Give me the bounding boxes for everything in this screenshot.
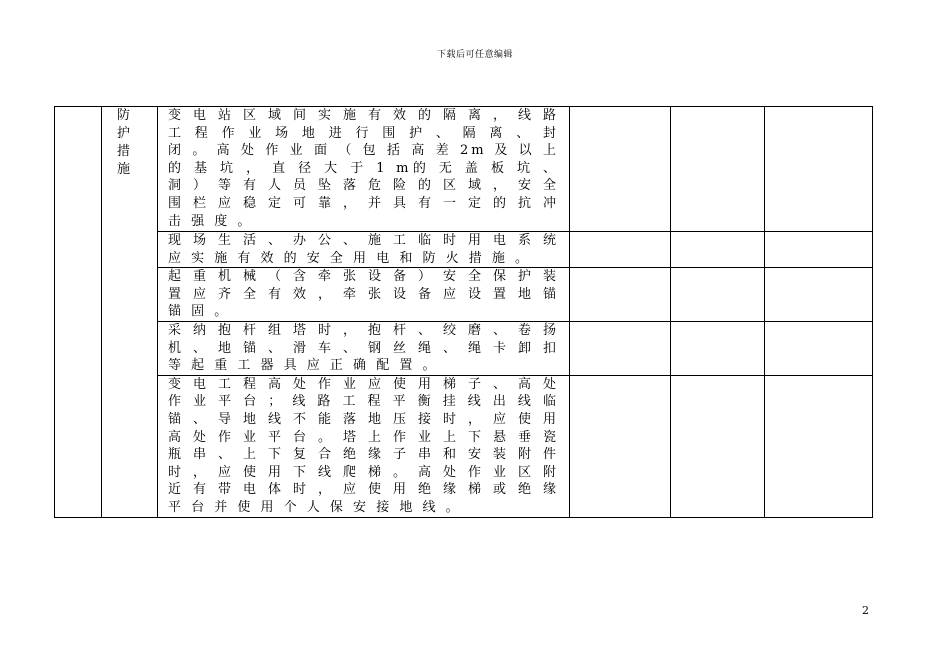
requirement-line: 瓶 串 、 上 下 复 合 绝 缘 子 串 和 安 装 附 件 [168,447,559,463]
requirement-cell [158,321,570,375]
category-char: 防 [117,108,131,123]
table-row [55,268,873,322]
requirement-line: 采 纳 抱 杆 组 塔 时 ， 抱 杆 、 绞 磨 、 卷 扬 [168,322,559,338]
page-header: 下载后可任意编辑 [436,50,513,60]
requirement-cell [158,107,570,232]
requirement-line: 等 起 重 工 器 具 应 正 确 配 置 。 [168,358,439,374]
requirement-line: 闭 。 高 处 作 业 面 （ 包 括 高 差 2m 及 以 上 [168,143,559,159]
category-char: 护 [117,126,131,141]
requirement-line: 围 栏 应 稳 定 可 靠 ， 并 具 有 一 定 的 抗 冲 [168,195,559,211]
requirement-cell [158,268,570,322]
empty-cell [671,321,765,375]
requirement-line: 锚 固 。 [168,304,231,320]
table-row [55,232,873,268]
table-row [55,321,873,375]
requirement-line: 起 重 机 械 （ 含 牵 张 设 备 ） 安 全 保 护 装 [168,269,559,285]
requirement-line: 现 场 生 活 、 办 公 、 施 工 临 时 用 电 系 统 [168,233,559,248]
empty-cell [765,321,873,375]
requirement-line: 应 实 施 有 效 的 安 全 用 电 和 防 火 措 施 。 [168,250,531,266]
requirement-line: 置 应 齐 全 有 效 ， 牵 张 设 备 应 设 置 地 锚 [168,286,559,302]
empty-cell [765,232,873,268]
requirement-line: 高 处 作 业 平 台 。 塔 上 作 业 上 下 悬 垂 瓷 [168,429,559,445]
requirement-line: 近 有 带 电 体 时 ， 应 使 用 绝 缘 梯 或 绝 缘 [168,482,559,498]
requirement-line: 平 台 并 使 用 个 人 保 安 接 地 线 。 [168,499,462,515]
empty-cell [570,232,671,268]
page-number: 2 [862,604,869,617]
empty-cell [765,268,873,322]
requirement-line: 洞 ） 等 有 人 员 坠 落 危 险 的 区 域 ， 安 全 [168,178,559,194]
requirement-line: 击 强 度 。 [168,213,254,229]
category-cell [102,107,158,518]
category-char: 措 [117,144,131,159]
requirement-line: 的 基 坑 ， 直 径 大 于 1 m的 无 盖 板 坑 、 [168,160,559,176]
safety-measures-table [54,106,873,518]
empty-cell [765,375,873,517]
category-char: 施 [117,162,131,177]
blank-cell [55,107,102,518]
requirement-line: 机 、 地 锚 、 滑 车 、 钢 丝 绳 、 绳 卡 卸 扣 [168,340,559,356]
requirement-cell [158,232,570,268]
empty-cell [570,321,671,375]
requirement-line: 变 电 站 区 域 间 实 施 有 效 的 隔 离 ， 线 路 [168,108,559,123]
empty-cell [671,232,765,268]
empty-cell [570,268,671,322]
requirement-line: 锚 、 导 地 线 不 能 落 地 压 接 时 ， 应 使 用 [168,411,559,427]
requirement-line: 工 程 作 业 场 地 进 行 围 护 、 隔 离 、 封 [168,125,559,141]
empty-cell [671,375,765,517]
empty-cell [570,107,671,232]
requirement-cell [158,375,570,517]
requirement-line: 作 业 平 台 ； 线 路 工 程 平 衡 挂 线 出 线 临 [168,394,559,410]
table-row [55,107,873,232]
table-row [55,375,873,517]
requirement-line: 变 电 工 程 高 处 作 业 应 使 用 梯 子 、 高 处 [168,376,559,392]
empty-cell [671,268,765,322]
requirement-line: 时 ， 应 使 用 下 线 爬 梯 。 高 处 作 业 区 附 [168,464,559,480]
empty-cell [671,107,765,232]
empty-cell [765,107,873,232]
empty-cell [570,375,671,517]
